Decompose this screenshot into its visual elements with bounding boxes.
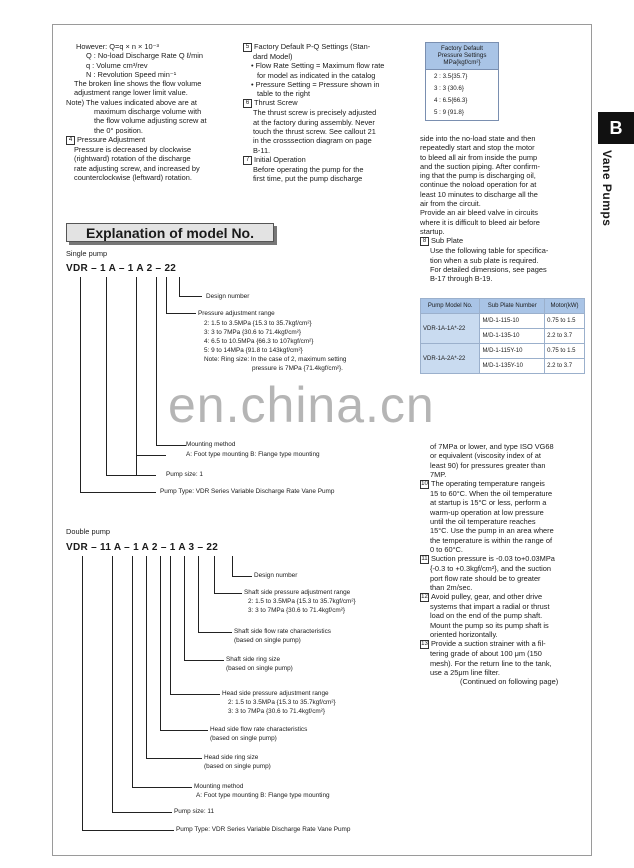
text-line: adjustment range lower limit value. (74, 88, 188, 98)
option-line: (based on single pump) (210, 735, 277, 742)
text-line: 15°C. Use the pump in an area where (430, 526, 554, 536)
text-line: port flow rate should be to greater (430, 573, 541, 583)
single-pump-code: VDR – 1 A – 1 A 2 – 22 (66, 263, 177, 274)
single-mount-title: Mounting method (186, 441, 236, 448)
leader-line (179, 277, 180, 296)
option-line: (based on single pump) (226, 665, 293, 672)
column-header: Pump Model No. (421, 299, 480, 314)
section-10 (420, 479, 588, 489)
text-line: warm-up operation at low pressure (430, 507, 544, 517)
single-pressure-title: Pressure adjustment range (198, 310, 275, 317)
leader-line (80, 277, 81, 492)
table-row: 2 : 3.5{35.7} (434, 72, 468, 80)
section-tab-letter: B (598, 112, 634, 144)
watermark-text: en.china.cn (168, 377, 435, 433)
leader-line (214, 593, 242, 594)
factory-default-table (425, 42, 499, 121)
text-line: at the factory during assembly. Never (253, 117, 375, 127)
note-line: Note) The values indicated above are at (66, 97, 197, 107)
double-size-label: Pump size: 11 (174, 808, 215, 815)
text-line: tering grade of about 100 μm (150 (430, 649, 542, 659)
option-title: Shaft side flow rate characteristics (234, 628, 331, 635)
option-line: 2: 1.5 to 3.5MPa {15.3 to 35.7kgf/cm²} (204, 320, 312, 327)
double-shaft-press-title: Shaft side pressure adjustment range (244, 589, 351, 596)
text-line: side into the no-load state and then (420, 134, 536, 143)
table-row: 3 : 3 {30.6} (434, 84, 464, 92)
single-mount-options: A: Foot type mounting B: Flange type mounting (186, 451, 320, 458)
text-line: Avoid pulley, gear, and other drive (431, 592, 543, 602)
double-pump-code: VDR – 11 A – 1 A 2 – 1 A 3 – 22 (66, 542, 219, 553)
leader-line (232, 576, 252, 577)
text-line: Suction pressure is -0.03 to+0.03MPa (431, 554, 555, 564)
leader-line (132, 556, 133, 787)
text-line: least 90) for pressures greater than (430, 460, 546, 470)
single-type-label: Pump Type: VDR Series Variable Discharge Rate Vane Pump (160, 488, 335, 495)
section-title: Pressure Adjustment (77, 134, 146, 144)
section-number: 7 (243, 156, 252, 165)
option-line: 2: 1.5 to 3.5MPa {15.3 to 35.7kgf/cm²} (248, 598, 356, 605)
option-line: 2: 1.5 to 3.5MPa {15.3 to 35.7kgf/cm²} (228, 699, 336, 706)
table-cell: 0.75 to 1.5 (545, 314, 585, 329)
text-line: table to the right (257, 89, 311, 99)
section-13 (420, 639, 588, 649)
text-line: than 2m/sec. (430, 582, 473, 592)
double-pump-title: Double pump (66, 527, 110, 536)
leader-line (170, 694, 220, 695)
formula: However: Q=q × n × 10⁻³ (76, 42, 159, 51)
text-line: air from the circuit. (420, 199, 481, 209)
single-design-label: Design number (206, 293, 250, 300)
table-row: 4 : 6.5{66.3} (434, 96, 468, 104)
text-line: dard Model) (253, 52, 293, 61)
text-line: of 7MPa or lower, and type ISO VG68 (430, 442, 554, 451)
leader-line (112, 812, 172, 813)
leader-line (156, 445, 186, 446)
text-line: the temperature is within the range of (430, 535, 553, 545)
section-number: 13 (421, 641, 428, 648)
leader-line (136, 455, 166, 456)
text-line: The thrust screw is precisely adjusted (253, 108, 377, 118)
q-definition: Q : No-load Discharge Rate Q ℓ/min (86, 51, 203, 61)
leader-line (136, 277, 137, 475)
leader-line (146, 758, 202, 759)
factory-table-header (426, 43, 498, 70)
section-11 (420, 554, 588, 564)
text-line: rate adjusting screw, and increased by (74, 163, 200, 173)
option-line: A: Foot type mounting B: Flange type mounting (196, 792, 330, 799)
leader-line (160, 730, 208, 731)
leader-line (184, 660, 224, 661)
note-line: pressure is 7MPa {71.4kgf/cm²}. (252, 365, 343, 372)
table-cell: 2.2 to 3.7 (545, 329, 585, 344)
text-line: • Flow Rate Setting = Maximum flow rate (251, 61, 385, 71)
single-pump-title: Single pump (66, 249, 108, 258)
section-title: Factory Default P-Q Settings (Stan- (254, 42, 371, 51)
note-line: the flow volume adjusting screw at (94, 116, 207, 126)
header-line: Factory Default (441, 45, 483, 52)
section-number: 4 (66, 136, 75, 145)
option-title: Shaft side ring size (226, 656, 280, 663)
text-line: B-17 through B-19. (430, 274, 493, 284)
table-row: 5 : 9 {91.8} (434, 108, 464, 116)
speed-definition: N : Revolution Speed min⁻¹ (86, 69, 177, 79)
leader-line (232, 556, 233, 576)
table-cell: M/D-1-115Y-10 (480, 344, 545, 359)
text-line: tion when a sub plate is required. (430, 255, 539, 265)
leader-line (160, 556, 161, 730)
note-line: Note: Ring size: In the case of 2, maximum setting (204, 356, 347, 363)
text-line: The broken line shows the flow volume (74, 79, 202, 89)
text-line: 0 to 60°C. (430, 544, 463, 554)
text-line: first time, put the pump discharge (253, 174, 363, 184)
option-line: (based on single pump) (234, 637, 301, 644)
section-5-title (243, 42, 413, 52)
section-6-title (243, 98, 413, 108)
text-line: continue the noload operation for at (420, 180, 537, 190)
text-line: ing that the pump is discharging oil, (420, 171, 536, 181)
section-title: Initial Operation (254, 154, 306, 164)
text-line: or equivalent (viscosity index of at (430, 451, 541, 461)
text-line: Mount the pump so its pump shaft is (430, 620, 549, 630)
table-cell: VDR-1A-1A*-22 (421, 314, 480, 344)
section-number: 11 (421, 556, 428, 563)
text-line: {-0.3 to +0.3kgf/cm²}, and the suction (430, 564, 551, 574)
leader-line (106, 475, 156, 476)
header-line: Pressure Settings (437, 52, 487, 60)
table-header-row (421, 299, 585, 314)
text-line: repeatedly start and stop the motor (420, 143, 535, 153)
text-line: 7MP. (430, 469, 447, 479)
text-line: for model as indicated in the catalog (257, 70, 376, 80)
leader-line (82, 830, 174, 831)
continued-note: (Continued on following page) (460, 677, 559, 687)
section-title: Sub Plate (431, 236, 464, 246)
text-line: use a 25μm line filter. (430, 667, 500, 677)
section-4-title (66, 135, 244, 145)
right-col-upper (420, 134, 588, 283)
text-line: least 10 minutes to discharge all the (420, 189, 538, 199)
text-line: Before operating the pump for the (253, 164, 364, 174)
section-number: 10 (421, 481, 428, 488)
text-line: systems that impart a radial or thrust (430, 602, 550, 612)
text-line: where it is difficult to bleed air before (420, 217, 540, 227)
option-line: 3: 3 to 7MPa {30.6 to 71.4kgf/cm²} (204, 329, 301, 336)
text-line: mesh). For the return line to the tank, (430, 658, 552, 668)
option-line: 4: 6.5 to 10.5MPa {66.3 to 107kgf/cm²} (204, 338, 314, 345)
single-size-label: Pump size: 1 (166, 471, 203, 478)
leader-line (184, 556, 185, 660)
obscured-band (420, 378, 585, 440)
double-design-label: Design number (254, 572, 298, 579)
leader-line (170, 556, 171, 694)
section-number: 12 (421, 594, 428, 601)
leader-line (132, 787, 192, 788)
table-cell: 2.2 to 3.7 (545, 359, 585, 374)
table-cell: M/D-1-135Y-10 (480, 359, 545, 374)
left-top-text (66, 42, 244, 182)
table-row (421, 314, 585, 329)
leader-line (198, 556, 199, 632)
table-cell: M/D-1-135-10 (480, 329, 545, 344)
text-line: • Pressure Setting = Pressure shown in (251, 79, 380, 89)
leader-line (80, 492, 156, 493)
text-line: startup. (420, 226, 445, 236)
option-line: 5: 9 to 14MPa {91.8 to 143kgf/cm²} (204, 347, 303, 354)
leader-line (166, 277, 167, 313)
option-line: (based on single pump) (204, 763, 271, 770)
section-number: 5 (243, 43, 252, 52)
leader-line (156, 277, 157, 445)
leader-line (179, 296, 202, 297)
mid-top-text (243, 42, 413, 184)
sub-plate-table (420, 298, 585, 374)
column-header: Motor(kW) (545, 299, 585, 314)
model-explanation-heading: Explanation of model No. (66, 223, 274, 242)
leader-line (106, 277, 107, 475)
option-title: Mounting method (194, 783, 244, 790)
text-line: oriented horizontally. (430, 630, 498, 640)
leader-line (112, 556, 113, 812)
option-line: 3: 3 to 7MPa {30.6 to 71.4kgf/cm²} (228, 708, 325, 715)
text-line: counterclockwise (leftward) rotation. (74, 172, 192, 182)
text-line: touch the thrust screw. See callout 21 (253, 127, 376, 137)
text-line: 15 to 60°C. When the oil temperature (430, 489, 553, 499)
text-line: load on the end of the pump shaft. (430, 611, 543, 621)
text-line: B-11. (253, 145, 271, 155)
section-number: 8 (420, 237, 429, 246)
text-line: and the suction piping. After confirm- (420, 161, 540, 171)
note-line: maximum discharge volume with (94, 107, 202, 117)
text-line: Provide an air bleed valve in circuits (420, 208, 538, 218)
note-line: the 0° position. (94, 125, 143, 135)
column-header: Sub Plate Number (480, 299, 545, 314)
leader-line (82, 556, 83, 830)
leader-line (198, 632, 232, 633)
option-line: 3: 3 to 7MPa {30.6 to 71.4kgf/cm²} (248, 607, 345, 614)
text-line: Pressure is decreased by clockwise (74, 144, 192, 154)
leader-line (166, 313, 196, 314)
text-line: Provide a suction strainer with a fil- (431, 639, 546, 649)
section-title: Thrust Screw (254, 98, 298, 108)
leader-line (214, 556, 215, 593)
table-row (421, 344, 585, 359)
option-title: Head side flow rate characteristics (210, 726, 308, 733)
volume-definition: q : Volume cm³/rev (86, 60, 148, 70)
right-col-lower (420, 442, 588, 687)
section-number: 6 (243, 99, 252, 108)
double-type-label: Pump Type: VDR Series Variable Discharge Rate Vane Pump (176, 826, 351, 833)
section-12 (420, 592, 588, 602)
text-line: to bleed all air from inside the pump (420, 152, 538, 162)
leader-line (146, 556, 147, 758)
section-tab-title: Vane Pumps (600, 150, 614, 227)
header-line: MPa{kgf/cm²} (443, 59, 481, 67)
table-cell: 0.75 to 1.5 (545, 344, 585, 359)
text-line: Use the following table for specifica- (430, 246, 549, 256)
text-line: in the crosssection diagram on page (253, 136, 372, 146)
option-title: Head side ring size (204, 754, 259, 761)
section-8-title (420, 236, 588, 246)
option-title: Head side pressure adjustment range (222, 690, 329, 697)
text-line: The operating temperature rangeis (431, 479, 545, 489)
table-cell: VDR-1A-2A*-22 (421, 344, 480, 374)
section-7-title (243, 155, 413, 165)
text-line: until the oil temperature reaches (430, 517, 536, 527)
text-line: at startup is 15°C or less, perform a (430, 498, 547, 508)
table-cell: M/D-1-115-10 (480, 314, 545, 329)
text-line: For detailed dimensions, see pages (430, 264, 547, 274)
text-line: (rightward) rotation of the discharge (74, 154, 191, 164)
